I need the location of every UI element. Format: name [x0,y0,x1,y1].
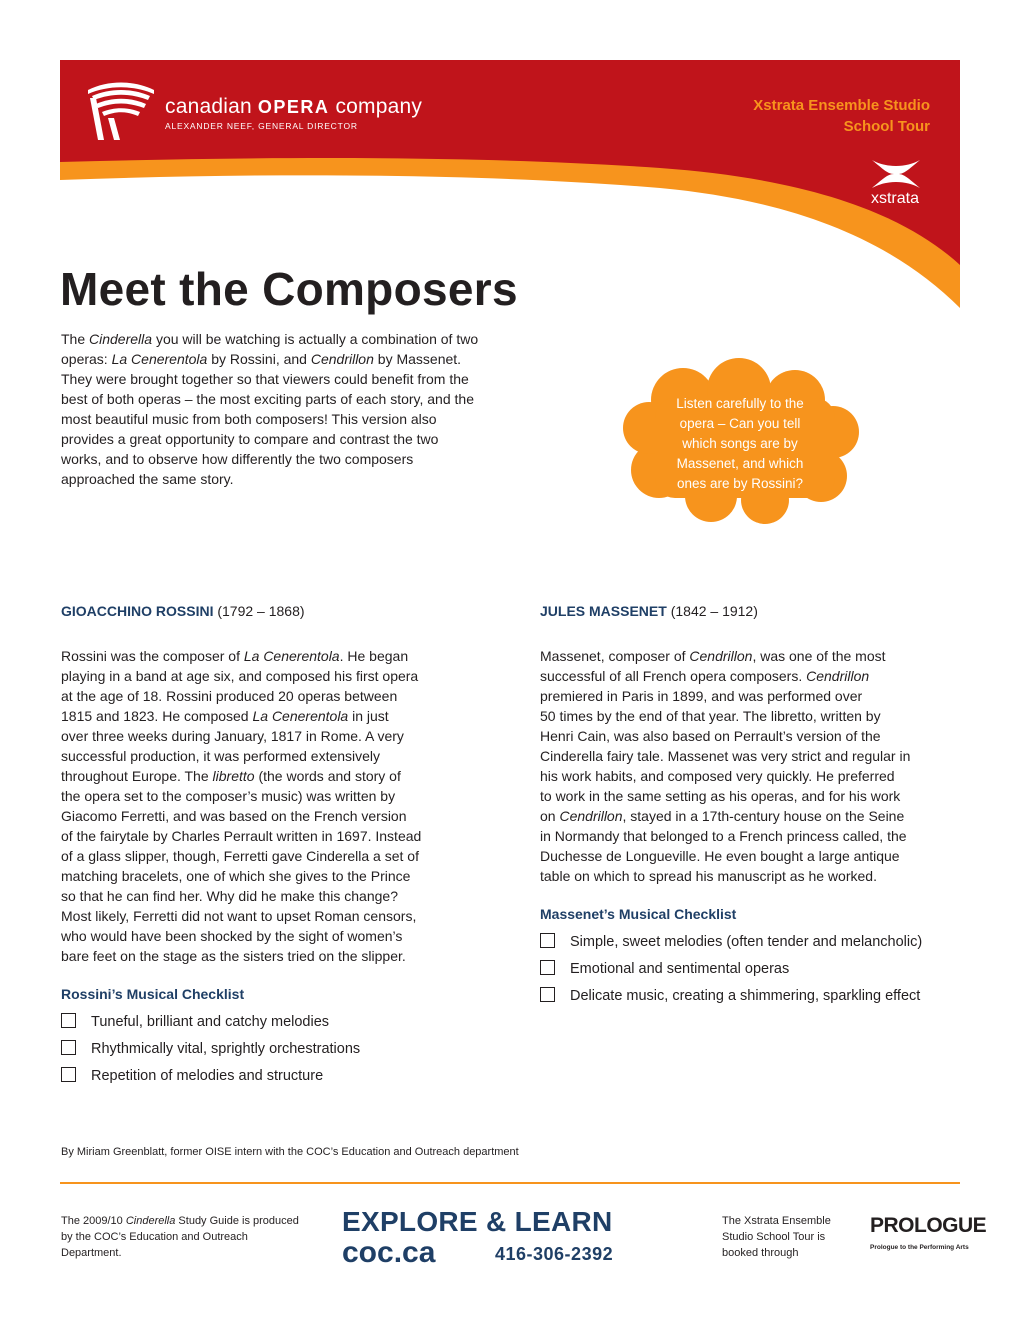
massenet-checklist-item[interactable]: Emotional and sentimental operas [540,960,789,980]
rossini-heading: GIOACCHINO ROSSINI (1792 – 1868) [61,603,305,619]
text-line: successful production, it was performed extensively [61,748,381,764]
massenet-heading: JULES MASSENET (1842 – 1912) [540,603,758,619]
page-title: Meet the Composers [60,263,518,315]
text-line: bare feet on the stage as the sisters tried on the slipper. [61,948,406,964]
explore-learn-heading: EXPLORE & LEARN [342,1206,613,1237]
text-line: Henri Cain, was also based on Perrault’s version of the [540,728,881,744]
company-subtitle: ALEXANDER NEEF, GENERAL DIRECTOR [165,121,358,131]
tour-title-line1: Xstrata Ensemble Studio [753,97,930,114]
text-line: on Cendrillon, stayed in a 17th-century house on the Seine [540,808,905,824]
text-line: Giacomo Ferretti, and was based on the French version [61,808,407,824]
text-line: 50 times by the end of that year. The libretto, written by [540,708,881,724]
massenet-checklist-title: Massenet’s Musical Checklist [540,906,737,922]
text-line: Rossini was the composer of La Cenerentola. He began [61,648,409,664]
checkbox[interactable] [540,960,555,975]
xstrata-logo-text: xstrata [870,190,919,207]
rossini-checklist-item[interactable]: Repetition of melodies and structure [61,1067,323,1087]
text-line: successful of all French opera composers. Cendrillon [540,668,870,684]
footer-divider [60,1182,960,1184]
text-line: throughout Europe. The libretto (the words and story of [61,768,401,784]
website-link[interactable]: coc.ca [342,1236,436,1269]
text-line: of the fairytale by Charles Perrault written in 1697. Instead [61,828,422,844]
text-line: Cinderella fairy tale. Massenet was very strict and regular in [540,748,911,764]
text-line: matching bracelets, one of which she gives to the Prince [61,868,411,884]
massenet-paragraph [540,646,965,886]
prologue-logo: PROLOGUE [870,1214,987,1237]
footer-booking-note: The Xstrata Ensemble Studio School Tour is booked through [722,1215,831,1259]
rossini-checklist-title: Rossini’s Musical Checklist [61,986,245,1002]
text-line: premiered in Paris in 1899, and was performed over [540,688,863,704]
rossini-checklist-item[interactable]: Rhythmically vital, sprightly orchestrations [61,1040,360,1060]
rossini-paragraph [61,646,491,966]
text-line: Most likely, Ferretti did not want to upset Roman censors, [61,908,417,924]
rossini-checklist-item[interactable]: Tuneful, brilliant and catchy melodies [61,1013,329,1033]
text-line: table on which to spread his manuscript as he worked. [540,868,877,884]
text-line: at the age of 18. Rossini produced 20 operas between [61,688,398,704]
company-name: canadian OPERA company [165,95,423,118]
coc-logo-icon [86,80,156,144]
massenet-checklist-item[interactable]: Delicate music, creating a shimmering, sparkling effect [540,987,920,1007]
massenet-checklist-item[interactable]: Simple, sweet melodies (often tender and melancholic) [540,933,922,953]
text-line: so that he can find her. Why did he make this change? [61,888,398,904]
text-line: playing in a band at age six, and composed his first opera [61,668,419,684]
text-line: Massenet, composer of Cendrillon, was one of the most [540,648,886,664]
checkbox[interactable] [61,1040,76,1055]
xstrata-logo-icon [868,158,924,190]
tour-title-line2: School Tour [843,118,930,135]
footer-credit: The 2009/10 Cinderella Study Guide is produced by the COC’s Education and Outreach Department. [61,1215,299,1259]
text-line: of a glass slipper, though, Ferretti gave Cinderella a set of [61,848,419,864]
text-line: to work in the same setting as his operas, and for his work [540,788,901,804]
checkbox[interactable] [61,1013,76,1028]
text-line: over three weeks during January, 1817 in Rome. A very [61,728,404,744]
text-line: 1815 and 1823. He composed La Cenerentola in just [61,708,389,724]
text-line: in Normandy that belonged to a French princess called, the [540,828,907,844]
checkbox[interactable] [540,987,555,1002]
byline: By Miriam Greenblatt, former OISE intern with the COC’s Education and Outreach department [61,1146,519,1158]
text-line: Duchesse de Longueville. He even bought a large antique [540,848,900,864]
text-line: his work habits, and composed very quickly. He preferred [540,768,895,784]
text-line: the opera set to the composer’s music) was written by [61,788,396,804]
text-line: who would have been shocked by the sight of women’s [61,928,403,944]
prologue-logo-subtitle: Prologue to the Performing Arts [870,1244,969,1251]
checkbox[interactable] [61,1067,76,1082]
checkbox[interactable] [540,933,555,948]
phone-number: 416-306-2392 [495,1244,614,1264]
cloud-callout-text: Listen carefully to the opera – Can you tell which songs are by Massenet, and which ones are by Rossini? [676,396,804,491]
intro-paragraph: The Cinderella you will be watching is actually a combination of two operas: La Cenerentola by Rossini, and Cendrillon by Massenet. They were brought together so that viewers could benefit from the best of both operas – the most exciting parts of each story, and the most beautiful music from both composers! This version also provides a great opportunity to compare and contrast the two works, and to observe how differently the two composers approached the same story. [61,331,479,487]
